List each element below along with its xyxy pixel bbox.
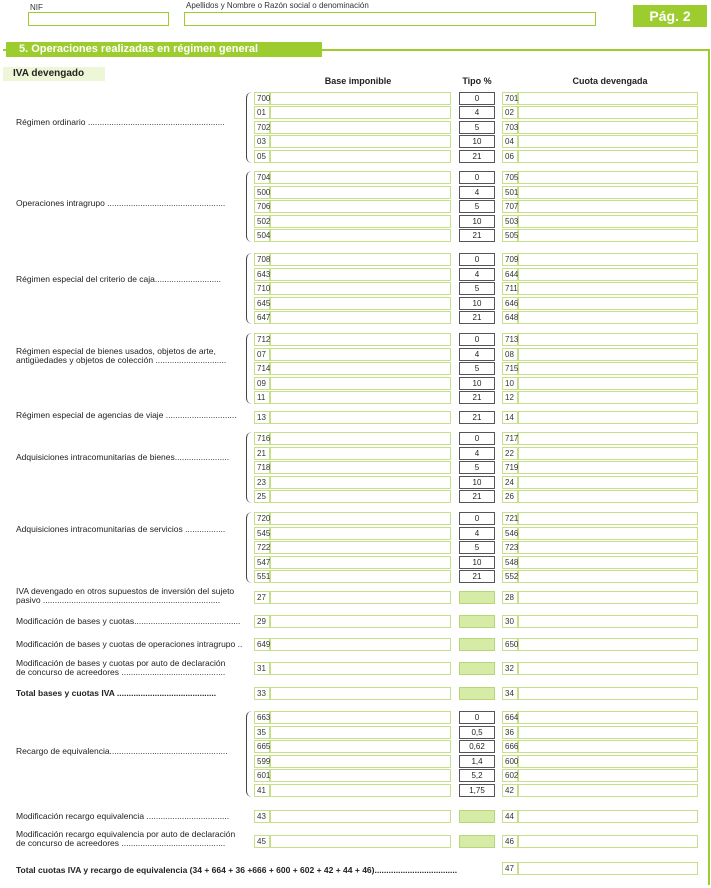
tipo-rate: 0 bbox=[459, 432, 495, 445]
cuota-devengada-field[interactable] bbox=[518, 411, 698, 424]
base-imponible-field[interactable] bbox=[270, 755, 451, 768]
cuota-devengada-field[interactable] bbox=[518, 687, 698, 700]
base-imponible-field[interactable] bbox=[270, 229, 451, 242]
tipo-rate: 4 bbox=[459, 186, 495, 199]
base-code: 663 bbox=[257, 713, 271, 722]
tipo-rate bbox=[459, 810, 495, 823]
group-brace bbox=[246, 171, 254, 242]
base-imponible-field[interactable] bbox=[270, 200, 451, 213]
total-code: 47 bbox=[505, 864, 514, 873]
cuota-code: 600 bbox=[505, 757, 519, 766]
cuota-code: 503 bbox=[505, 217, 519, 226]
base-imponible-field[interactable] bbox=[270, 527, 451, 540]
tipo-rate bbox=[459, 835, 495, 848]
cuota-devengada-field[interactable] bbox=[518, 476, 698, 489]
cuota-devengada-field[interactable] bbox=[518, 784, 698, 797]
tipo-rate: 4 bbox=[459, 268, 495, 281]
base-code: 718 bbox=[257, 463, 271, 472]
base-code: 05 bbox=[257, 152, 266, 161]
cuota-devengada-field[interactable] bbox=[518, 835, 698, 848]
page-number-badge: Pág. 2 bbox=[633, 5, 707, 27]
base-imponible-field[interactable] bbox=[270, 461, 451, 474]
base-code: 704 bbox=[257, 173, 271, 182]
base-imponible-field[interactable] bbox=[270, 615, 451, 628]
base-imponible-field[interactable] bbox=[270, 282, 451, 295]
cuota-devengada-field[interactable] bbox=[518, 810, 698, 823]
tipo-rate: 0 bbox=[459, 171, 495, 184]
group-label: Adquisiciones intracomunitarias de bienes....................... bbox=[16, 452, 230, 462]
tipo-rate: 5 bbox=[459, 461, 495, 474]
base-imponible-field[interactable] bbox=[270, 662, 451, 675]
cuota-devengada-field[interactable] bbox=[518, 297, 698, 310]
group-label: Modificación de bases y cuotas............................................. bbox=[16, 616, 241, 626]
group-label: IVA devengado en otros supuestos de inversión del sujeto bbox=[16, 586, 235, 596]
cuota-code: 709 bbox=[505, 255, 519, 264]
tipo-rate: 4 bbox=[459, 447, 495, 460]
group-brace bbox=[246, 432, 254, 503]
base-code: 13 bbox=[257, 413, 266, 422]
cuota-code: 04 bbox=[505, 137, 514, 146]
group-label-line2: pasivo ........................................................................... bbox=[16, 595, 221, 605]
group-label: Operaciones intragrupo .................................................. bbox=[16, 198, 226, 208]
cuota-code: 505 bbox=[505, 231, 519, 240]
cuota-devengada-field[interactable] bbox=[518, 150, 698, 163]
base-imponible-field[interactable] bbox=[270, 591, 451, 604]
tipo-rate: 1,4 bbox=[459, 755, 495, 768]
base-code: 35 bbox=[257, 728, 266, 737]
base-imponible-field[interactable] bbox=[270, 447, 451, 460]
subsection-title: IVA devengado bbox=[3, 67, 105, 81]
cuota-code: 650 bbox=[505, 640, 519, 649]
base-imponible-field[interactable] bbox=[270, 638, 451, 651]
cuota-code: 44 bbox=[505, 812, 514, 821]
cuota-devengada-field[interactable] bbox=[518, 106, 698, 119]
tipo-rate: 0 bbox=[459, 512, 495, 525]
group-label: Régimen ordinario .......................................................... bbox=[16, 117, 225, 127]
section-title: 5. Operaciones realizadas en régimen general bbox=[6, 42, 322, 57]
base-imponible-field[interactable] bbox=[270, 769, 451, 782]
base-imponible-field[interactable] bbox=[270, 333, 451, 346]
cuota-code: 646 bbox=[505, 299, 519, 308]
cuota-code: 501 bbox=[505, 188, 519, 197]
tipo-rate: 0 bbox=[459, 333, 495, 346]
base-code: 25 bbox=[257, 492, 266, 501]
tipo-rate: 10 bbox=[459, 476, 495, 489]
cuota-code: 602 bbox=[505, 771, 519, 780]
base-code: 07 bbox=[257, 350, 266, 359]
cuota-code: 02 bbox=[505, 108, 514, 117]
cuota-code: 36 bbox=[505, 728, 514, 737]
base-imponible-field[interactable] bbox=[270, 711, 451, 724]
group-label: Adquisiciones intracomunitarias de servicios ................. bbox=[16, 524, 226, 534]
column-header-base: Base imponible bbox=[324, 76, 392, 86]
tipo-rate: 5 bbox=[459, 362, 495, 375]
base-code: 643 bbox=[257, 270, 271, 279]
group-label: Régimen especial del criterio de caja............................ bbox=[16, 274, 222, 284]
base-code: 665 bbox=[257, 742, 271, 751]
cuota-code: 552 bbox=[505, 572, 519, 581]
group-brace bbox=[246, 92, 254, 163]
base-imponible-field[interactable] bbox=[270, 268, 451, 281]
tipo-rate: 0 bbox=[459, 711, 495, 724]
base-code: 500 bbox=[257, 188, 271, 197]
group-label-line2: antigüedades y objetos de colección .............................. bbox=[16, 355, 227, 365]
group-label: Modificación de bases y cuotas de operaciones intragrupo .. bbox=[16, 639, 243, 649]
cuota-code: 14 bbox=[505, 413, 514, 422]
tipo-rate: 5 bbox=[459, 282, 495, 295]
base-code: 545 bbox=[257, 529, 271, 538]
cuota-code: 548 bbox=[505, 558, 519, 567]
tipo-rate: 10 bbox=[459, 556, 495, 569]
cuota-code: 32 bbox=[505, 664, 514, 673]
group-brace bbox=[246, 711, 254, 797]
base-imponible-field[interactable] bbox=[270, 135, 451, 148]
tipo-rate: 21 bbox=[459, 411, 495, 424]
base-imponible-field[interactable] bbox=[270, 784, 451, 797]
cuota-code: 703 bbox=[505, 123, 519, 132]
base-code: 43 bbox=[257, 812, 266, 821]
base-imponible-field[interactable] bbox=[270, 411, 451, 424]
cuota-code: 723 bbox=[505, 543, 519, 552]
base-code: 722 bbox=[257, 543, 271, 552]
base-code: 706 bbox=[257, 202, 271, 211]
cuota-code: 06 bbox=[505, 152, 514, 161]
tipo-rate: 21 bbox=[459, 229, 495, 242]
base-code: 11 bbox=[257, 393, 266, 402]
tipo-rate: 4 bbox=[459, 106, 495, 119]
tipo-rate: 21 bbox=[459, 311, 495, 324]
cuota-code: 701 bbox=[505, 94, 519, 103]
cuota-code: 664 bbox=[505, 713, 519, 722]
cuota-code: 713 bbox=[505, 335, 519, 344]
base-code: 01 bbox=[257, 108, 266, 117]
group-label: Modificación recargo equivalencia ................................... bbox=[16, 811, 230, 821]
base-imponible-field[interactable] bbox=[270, 687, 451, 700]
name-field[interactable] bbox=[184, 12, 596, 26]
cuota-devengada-field[interactable] bbox=[518, 755, 698, 768]
tipo-rate bbox=[459, 687, 495, 700]
group-label: Modificación de bases y cuotas por auto de declaración bbox=[16, 658, 226, 668]
base-imponible-field[interactable] bbox=[270, 835, 451, 848]
tipo-rate: 0,5 bbox=[459, 726, 495, 739]
cuota-devengada-field[interactable] bbox=[518, 726, 698, 739]
cuota-devengada-field[interactable] bbox=[518, 135, 698, 148]
base-code: 601 bbox=[257, 771, 271, 780]
base-imponible-field[interactable] bbox=[270, 556, 451, 569]
base-imponible-field[interactable] bbox=[270, 432, 451, 445]
column-header-tipo: Tipo % bbox=[462, 76, 492, 86]
base-imponible-field[interactable] bbox=[270, 150, 451, 163]
cuota-code: 22 bbox=[505, 449, 514, 458]
base-code: 45 bbox=[257, 837, 266, 846]
base-imponible-field[interactable] bbox=[270, 391, 451, 404]
base-imponible-field[interactable] bbox=[270, 726, 451, 739]
base-imponible-field[interactable] bbox=[270, 186, 451, 199]
base-imponible-field[interactable] bbox=[270, 311, 451, 324]
cuota-devengada-field[interactable] bbox=[518, 171, 698, 184]
base-imponible-field[interactable] bbox=[270, 92, 451, 105]
base-code: 551 bbox=[257, 572, 271, 581]
base-imponible-field[interactable] bbox=[270, 297, 451, 310]
group-label: Régimen especial de bienes usados, objetos de arte, bbox=[16, 346, 216, 356]
cuota-devengada-field[interactable] bbox=[518, 282, 698, 295]
cuota-code: 28 bbox=[505, 593, 514, 602]
cuota-devengada-field[interactable] bbox=[518, 215, 698, 228]
tipo-rate: 5 bbox=[459, 200, 495, 213]
cuota-code: 719 bbox=[505, 463, 519, 472]
cuota-code: 12 bbox=[505, 393, 514, 402]
tipo-rate bbox=[459, 638, 495, 651]
cuota-devengada-field[interactable] bbox=[518, 186, 698, 199]
tipo-rate: 0 bbox=[459, 253, 495, 266]
base-imponible-field[interactable] bbox=[270, 512, 451, 525]
base-code: 27 bbox=[257, 593, 266, 602]
cuota-devengada-field[interactable] bbox=[518, 362, 698, 375]
tipo-rate: 10 bbox=[459, 135, 495, 148]
tipo-rate bbox=[459, 591, 495, 604]
cuota-code: 08 bbox=[505, 350, 514, 359]
base-code: 23 bbox=[257, 478, 266, 487]
tipo-rate: 10 bbox=[459, 377, 495, 390]
group-label: Régimen especial de agencias de viaje .............................. bbox=[16, 410, 237, 420]
cuota-code: 721 bbox=[505, 514, 519, 523]
group-label: Total bases y cuotas IVA .......................................... bbox=[16, 688, 217, 698]
cuota-devengada-field[interactable] bbox=[518, 253, 698, 266]
cuota-code: 24 bbox=[505, 478, 514, 487]
base-imponible-field[interactable] bbox=[270, 490, 451, 503]
cuota-devengada-field[interactable] bbox=[518, 348, 698, 361]
group-label: Recargo de equivalencia.................................................. bbox=[16, 746, 228, 756]
base-imponible-field[interactable] bbox=[270, 740, 451, 753]
base-code: 21 bbox=[257, 449, 266, 458]
base-code: 547 bbox=[257, 558, 271, 567]
cuota-devengada-field[interactable] bbox=[518, 461, 698, 474]
base-imponible-field[interactable] bbox=[270, 476, 451, 489]
base-code: 710 bbox=[257, 284, 271, 293]
cuota-devengada-field[interactable] bbox=[518, 512, 698, 525]
base-imponible-field[interactable] bbox=[270, 348, 451, 361]
base-imponible-field[interactable] bbox=[270, 377, 451, 390]
cuota-code: 666 bbox=[505, 742, 519, 751]
base-code: 504 bbox=[257, 231, 271, 240]
base-code: 714 bbox=[257, 364, 271, 373]
tipo-rate: 1,75 bbox=[459, 784, 495, 797]
tipo-rate bbox=[459, 662, 495, 675]
base-imponible-field[interactable] bbox=[270, 810, 451, 823]
cuota-devengada-field[interactable] bbox=[518, 432, 698, 445]
name-label: Apellidos y Nombre o Razón social o denominación bbox=[186, 1, 369, 10]
cuota-code: 546 bbox=[505, 529, 519, 538]
tipo-rate bbox=[459, 615, 495, 628]
tipo-rate: 0 bbox=[459, 92, 495, 105]
cuota-devengada-field[interactable] bbox=[518, 591, 698, 604]
cuota-devengada-field[interactable] bbox=[518, 638, 698, 651]
base-code: 649 bbox=[257, 640, 271, 649]
cuota-code: 705 bbox=[505, 173, 519, 182]
base-code: 03 bbox=[257, 137, 266, 146]
tipo-rate: 5,2 bbox=[459, 769, 495, 782]
group-brace bbox=[246, 512, 254, 583]
tipo-rate: 10 bbox=[459, 297, 495, 310]
cuota-devengada-field[interactable] bbox=[518, 447, 698, 460]
base-imponible-field[interactable] bbox=[270, 121, 451, 134]
cuota-code: 10 bbox=[505, 379, 514, 388]
base-imponible-field[interactable] bbox=[270, 362, 451, 375]
column-header-cuota: Cuota devengada bbox=[572, 76, 648, 86]
cuota-devengada-field[interactable] bbox=[518, 556, 698, 569]
base-code: 33 bbox=[257, 689, 266, 698]
tipo-rate: 10 bbox=[459, 215, 495, 228]
base-code: 700 bbox=[257, 94, 271, 103]
group-brace bbox=[246, 333, 254, 404]
nif-field[interactable] bbox=[28, 12, 169, 26]
tipo-rate: 21 bbox=[459, 490, 495, 503]
cuota-code: 30 bbox=[505, 617, 514, 626]
cuota-devengada-field[interactable] bbox=[518, 769, 698, 782]
cuota-devengada-field[interactable] bbox=[518, 311, 698, 324]
cuota-code: 26 bbox=[505, 492, 514, 501]
cuota-devengada-field[interactable] bbox=[518, 527, 698, 540]
total-cuotas-label: Total cuotas IVA y recargo de equivalencia (34 + 664 + 36 +666 + 600 + 602 + 42 + 44 + 46)................................... bbox=[16, 865, 458, 875]
cuota-devengada-field[interactable] bbox=[518, 740, 698, 753]
cuota-devengada-field[interactable] bbox=[518, 92, 698, 105]
base-code: 720 bbox=[257, 514, 271, 523]
base-code: 41 bbox=[257, 786, 266, 795]
base-code: 29 bbox=[257, 617, 266, 626]
group-brace bbox=[246, 253, 254, 324]
cuota-code: 648 bbox=[505, 313, 519, 322]
base-code: 716 bbox=[257, 434, 271, 443]
group-label-line2: de concurso de acreedores ............................................ bbox=[16, 667, 226, 677]
cuota-devengada-field[interactable] bbox=[518, 391, 698, 404]
cuota-code: 34 bbox=[505, 689, 514, 698]
group-label: Modificación recargo equivalencia por auto de declaración bbox=[16, 829, 236, 839]
tipo-rate: 21 bbox=[459, 570, 495, 583]
tipo-rate: 5 bbox=[459, 121, 495, 134]
tipo-rate: 21 bbox=[459, 150, 495, 163]
tipo-rate: 0,62 bbox=[459, 740, 495, 753]
group-label-line2: de concurso de acreedores ............................................ bbox=[16, 838, 226, 848]
base-imponible-field[interactable] bbox=[270, 171, 451, 184]
base-code: 599 bbox=[257, 757, 271, 766]
base-code: 502 bbox=[257, 217, 271, 226]
cuota-code: 707 bbox=[505, 202, 519, 211]
cuota-code: 42 bbox=[505, 786, 514, 795]
tipo-rate: 4 bbox=[459, 348, 495, 361]
total-cuota-field[interactable] bbox=[518, 862, 698, 875]
cuota-devengada-field[interactable] bbox=[518, 541, 698, 554]
cuota-code: 711 bbox=[505, 284, 518, 293]
tipo-rate: 21 bbox=[459, 391, 495, 404]
cuota-devengada-field[interactable] bbox=[518, 229, 698, 242]
base-imponible-field[interactable] bbox=[270, 215, 451, 228]
tipo-rate: 4 bbox=[459, 527, 495, 540]
cuota-code: 717 bbox=[505, 434, 519, 443]
cuota-code: 715 bbox=[505, 364, 519, 373]
cuota-code: 46 bbox=[505, 837, 514, 846]
cuota-devengada-field[interactable] bbox=[518, 333, 698, 346]
cuota-devengada-field[interactable] bbox=[518, 662, 698, 675]
base-code: 31 bbox=[257, 664, 266, 673]
base-imponible-field[interactable] bbox=[270, 570, 451, 583]
cuota-devengada-field[interactable] bbox=[518, 711, 698, 724]
nif-label: NIF bbox=[30, 3, 43, 12]
base-code: 708 bbox=[257, 255, 271, 264]
base-code: 702 bbox=[257, 123, 271, 132]
cuota-code: 644 bbox=[505, 270, 519, 279]
cuota-devengada-field[interactable] bbox=[518, 490, 698, 503]
base-code: 645 bbox=[257, 299, 271, 308]
cuota-devengada-field[interactable] bbox=[518, 377, 698, 390]
base-imponible-field[interactable] bbox=[270, 253, 451, 266]
cuota-devengada-field[interactable] bbox=[518, 570, 698, 583]
cuota-devengada-field[interactable] bbox=[518, 615, 698, 628]
cuota-devengada-field[interactable] bbox=[518, 121, 698, 134]
base-code: 712 bbox=[257, 335, 271, 344]
cuota-devengada-field[interactable] bbox=[518, 268, 698, 281]
cuota-devengada-field[interactable] bbox=[518, 200, 698, 213]
base-imponible-field[interactable] bbox=[270, 541, 451, 554]
base-code: 09 bbox=[257, 379, 266, 388]
base-imponible-field[interactable] bbox=[270, 106, 451, 119]
base-code: 647 bbox=[257, 313, 271, 322]
tipo-rate: 5 bbox=[459, 541, 495, 554]
